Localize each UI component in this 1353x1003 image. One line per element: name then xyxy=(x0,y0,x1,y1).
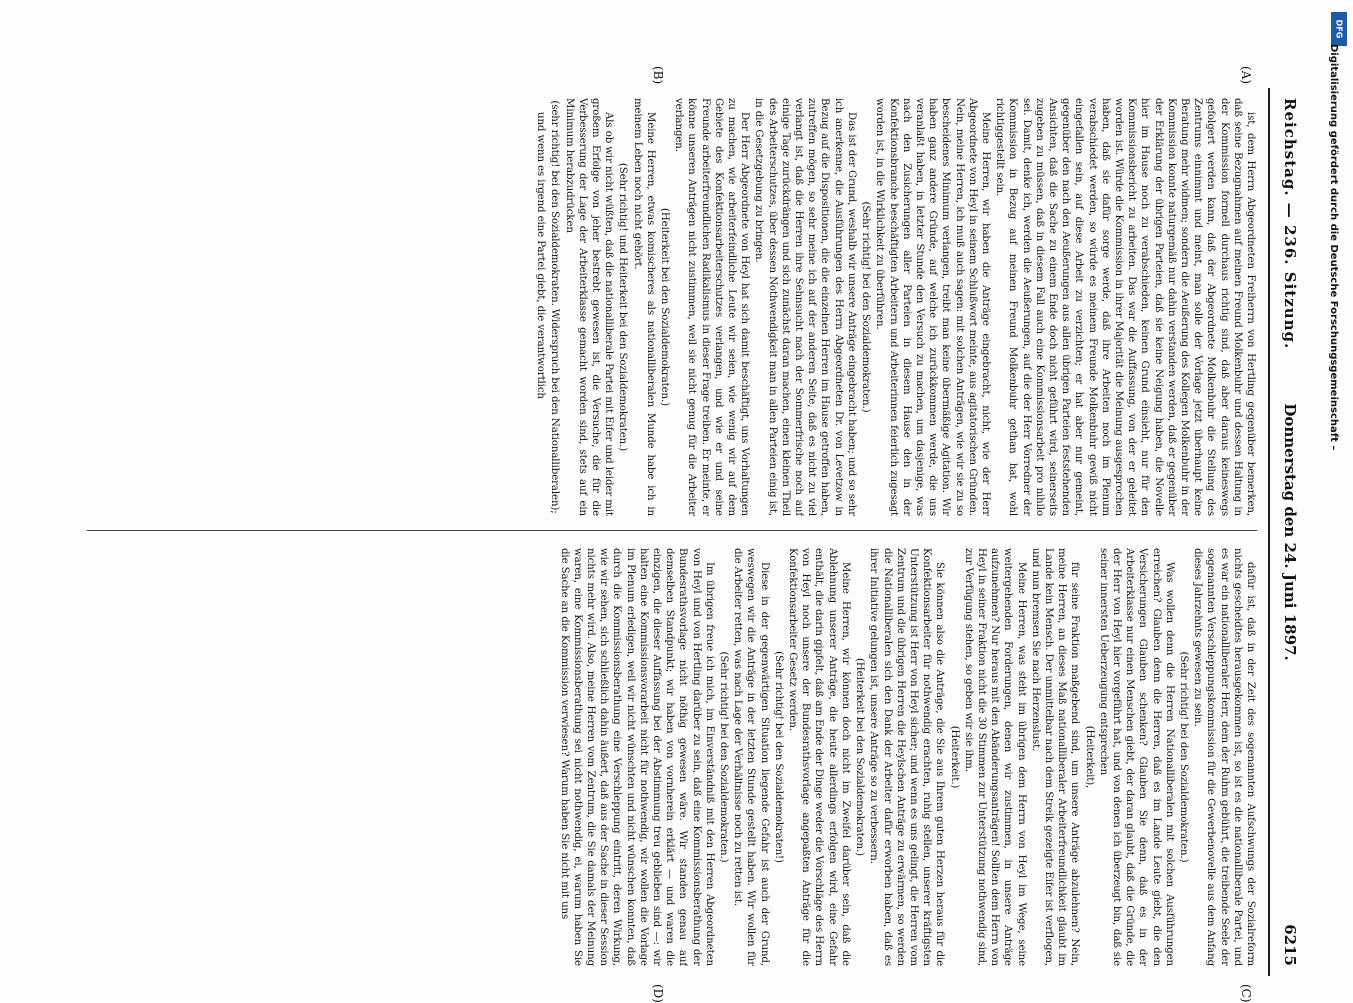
text-column-left xyxy=(87,98,1257,516)
header-date: Donnerstag den 24. Juni 1897. xyxy=(1281,403,1299,661)
interjection: (Heiterkeit bei den Sozialdemokraten.) xyxy=(854,658,866,856)
margin-letter-b: (B) xyxy=(651,66,665,85)
paragraph: Der Herr Abgeordnete von Heyl hat sich damit beschäftigt, uns Vorhaltungen zu machen, wie arbeiterfeindliche Leute wir seien, wie wenig wir auf dem Gebiete des Konfektionsarbeiterschutzes verlangen, und wie er und seine Freunde arbeiterfreundlichen Radikalismus in dieser Frage treiben. Er meinte, er könne unseren Anträgen nicht zustimmen, weil sie nicht genug für die Arbeiter verlangen. xyxy=(673,98,751,516)
header-session: Reichstag. — 236. Sitzung. xyxy=(1281,98,1299,350)
margin-letter-d: (D) xyxy=(651,984,665,1003)
paragraph: für seine Fraktion maßgebend sind, um unsere Anträge abzulehnen? Nein, meine Herren, an dieses Maß nationalliberaler Arbeiterfreundlichkeit glaubt im Lande kein Mensch. Der unmittelbar nach dem Streik gezeigte Eifer ist verflogen, und nun bremsen Sie nach Herzenslust. xyxy=(1029,548,1081,966)
paragraph: Im übrigen freue ich mich, im Einverständniß mit den Herren Abgeordneten von Heyl und von Hertling darüber zu sein, daß eine Kommissionsberathung der Bundesrathsvorlage nicht nöthig gewesen wäre. Wir standen genau auf demselben Standpunkt; wir haben von vornherein erklärt — und waren die einzigen, die dieser Auffassung bei der Abstimmung treu geblieben sind —: wir halten eine Kommissionsvorarbeit nicht für nothwendig, wir wollen die Vorlage im Plenum erledigen, weil wir nicht wünschten und nicht wünschen konnten, daß durch die Kommissionsberathung eine Verschleppung eintritt, deren Wirkung, wie wir sehen, sich schließlich dahin äußert, daß aus der Sache in dieser Session nichts mehr wird. Also, meine Herren vom Zentrum, die Sie damals der Meinung waren, eine Kommissionsberathung sei nicht nothwendig, ei, warum haben Sie die Sache an die Kommission verwiesen? Warum haben Sie nicht mit uns xyxy=(558,548,715,966)
interjection: (Heiterkeit.) xyxy=(948,725,960,789)
paragraph: Was wollen denn die Herren Nationalliberalen mit solchen Ausführungen erreichen? Glauben denn die Herren, daß es im Lande Leute giebt, die den Versicherungen Glauben schenken? Glauben Sie denn, daß es in der Arbeiterklasse nur einen Menschen giebt, der daran glaubt, daß die Gründe, die der Herr von Heyl hier vorgeführt hat, und von denen ich überzeugt bin, daß sie seiner innersten Ueberzeugung entsprechen xyxy=(1097,548,1175,966)
paragraph: dafür ist, daß in der Zeit des sogenannten Aufschwungs der Sozialreform nichts gescheidtes herausgekommen ist, so ist es die nationalliberale Partei, und es war ein nationalliberaler Herr, dem der Ruhm gebührt, die treibende Seele der sogenannten Verschleppungskommission für die Gewerbenovelle aus dem Anfang dieses Jahrzehnts gewesen zu sein. xyxy=(1192,548,1256,966)
margin-letter-c: (C) xyxy=(1239,984,1253,1003)
interjection: (Sehr richtig! und Heiterkeit bei den Sozialdemokraten.) xyxy=(617,162,629,452)
interjection: (Sehr richtig! bei den Sozialdemokraten.) xyxy=(860,201,872,413)
paragraph: Meine Herren, wir können doch nicht im Zweifel darüber sein, daß die Ablehnung unserer Anträge, die heute allerdings erfolgen wird, eine Gefahr enthält, die darin gipfelt, daß am Ende der Dinge weder die Vorschläge des Herrn von Heyl noch unsere der Bundesrathsvorlage angepaßten Anträge für die Konfektionsarbeiter Gesetz werden. xyxy=(787,548,851,966)
interjection: (Sehr richtig! bei den Sozialdemokraten.) xyxy=(718,651,730,863)
page-header xyxy=(1275,88,1305,976)
margin-letter-a: (A) xyxy=(1239,66,1253,85)
paragraph: Meine Herren, was steht im übrigen dem Herrn von Heyl im Wege, seine weitergehenden Forderungen, denen wir zustimmen, in unsere Anträge aufzunehmen? Nur heraus mit den Abänderungsanträgen! Sollten dem Herrn von Heyl in seiner Fraktion nicht die 30 Stimmen zur Unterstützung nothwendig sind, zur Verfügung stehen, so geben wir sie ihm. xyxy=(962,548,1027,966)
paragraph: Meine Herren, etwas komischeres als nationalliberalen Munde habe ich in meinem Leben noch nicht gehört. xyxy=(631,98,656,516)
paragraph: Diese in der gegenwärtigen Situation liegende Gefahr ist auch der Grund, weswegen wir die Anträge in der letzten Stunde gestellt haben. Wir wollen für die Arbeiter retten, was nach Lage der Verhältnisse noch zu retten ist. xyxy=(732,548,770,966)
interjection: (Heiterkeit), xyxy=(1083,725,1095,789)
rotated-page-content xyxy=(75,66,1305,1003)
header-rule xyxy=(1268,88,1270,976)
funding-sidebar xyxy=(1329,8,1349,1000)
paragraph: und wenn es irgend eine Partei giebt, die verantwortlich xyxy=(535,112,547,399)
dfg-logo-text: DFG xyxy=(1334,19,1344,39)
paragraph: Das ist der Grund, weshalb wir unsere Anträge eingebracht haben; und so sehr ich anerkenne, die Ausführungen des Herrn Abgeordneten Dr. von Levetzow in Bezug auf die Dispositionen, die die einzelnen Herren im Hause getroffen haben, zutreffen mögen, so sehr meine ich auf der anderen Seite, daß es nicht zu viel verlangt ist, daß die Herren ihre Sehnsucht nach der Sommerfrische noch auf einige Tage zurückdrängen und sich zunächst daran machen, einen kleinen Theil des Arbeiterschutzes, über dessen Nothwendigkeit man in allen Parteien einig ist, in die Gesetzgebung zu bringen. xyxy=(753,98,857,516)
interjection: (Sehr richtig! bei den Sozialdemokraten!) xyxy=(772,651,784,863)
interjection: (sehr richtig! bei den Sozialdemokraten. Widerspruch bei den Nationalliberalen); xyxy=(549,100,561,514)
interjection: (Heiterkeit bei den Sozialdemokraten.) xyxy=(659,208,671,406)
interjection: (Sehr richtig! bei den Sozialdemokraten.) xyxy=(1177,651,1189,863)
funding-credit-text: Digitalisierung gefördert durch die Deutsche Forschungsgemeinschaft – xyxy=(1328,44,1339,451)
column-divider xyxy=(87,530,1257,531)
dfg-logo xyxy=(1331,12,1347,46)
page-number: 6215 xyxy=(1281,924,1299,966)
paragraph: ist, dem Herrn Abgeordneten Freiherrn von Hertling gegenüber bemerken, daß seine Bezugnahmen auf meinen Freund Molkenbuhr und dessen Haltung in der Kommission formell durchaus richtig sind, daß aber daraus keineswegs gefolgert werden kann, daß der Abgeordnete Molkenbuhr die Stellung des Zentrums einnimmt und meint, man solle der Vorlage jetzt überhaupt keine Beratung mehr widmen; sondern die Aeußerung des Kollegen Molkenbuhr in der Kommission konnte naturgemäß nur dahin verstanden werden, daß er gegenüber der Erklärung der übrigen Parteien, daß sie keine Neigung haben, die Novelle hier im Hause noch zu verabschieden, keinen Grund einsieht, nur für den Kommissionsbericht zu arbeiten. Das war die Auffassung, von der er geleitet worden ist. Würde die Kommission in ihrer Majorität die Meinung ausgesprochen haben, daß sie dafür sorge werde, daß ihre Arbeiten noch im Plenum verabschiedet werden, so würde es meinem Freunde Molkenbuhr gewiß nicht eingefallen sein, auf diese Arbeit zu verzichten; er hat aber nur gemeint, gegenüber den nach den Aeußerungen aus allen übrigen Parteien feststehenden Ansichten, daß die Sache zu einem Ende doch nicht geführt wird, seinerseits zugeben zu müssen, daß in diesem Fall auch eine Kommissionsarbeit pro nihilo sei. Damit, denke ich, werden die Aeußerungen, auf die der Herr Vorredner der Kommission in Bezug auf meinen Freund Molkenbuhr gethan hat, wohl richtiggestellt sein. xyxy=(994,98,1256,516)
paragraph: Als ob wir nicht wüßten, daß die nationalliberale Partei mit Eifer und leider mit großem Erfolge von jeher bestrebt gewesen ist, die Versuche, die für die Verbesserung der Lage der Arbeiterklasse gemacht worden sind, stets auf ein Minimum herabzudrücken xyxy=(563,98,615,516)
paragraph: Sie können also die Anträge, die Sie aus Ihrem guten Herzen heraus für die Konfektionsarbeiter für nothwendig erachten, ruhig stellen, unserer kräftigsten Unterstützung ist Herr von Heyl sicher; und wenn es uns gelingt, die Herren vom Zentrum und die übrigen Herren die Heylschen Anträge zu erwärmen, so werden die Nationalliberalen sich den Dank der Arbeiter dafür erworben haben, daß es ihrer Initiative gelungen ist, unsere Anträge so zu verbessern. xyxy=(868,548,946,966)
paragraph: Meine Herren, wir haben die Anträge eingebracht, nicht, wie der Herr Abgeordnete von Heyl in seinem Schlußwort meinte, aus agitatorischen Gründen. Nein, meine Herren, ich muß auch sagen: mit solchen Anträgen, wie wir sie zu so bescheidenes Minimum verlangen, treibt man keine übermäßige Agitation. Wir haben ganz andere Gründe, auf welche ich zurückkommen werde, die uns veranlaßt haben, in letzter Stunde den Versuch zu machen, um dasjenige, was nach den Zusicherungen aller Parteien in diesem Hause den in der Konfektionsbranche beschäftigten Arbeitern und Arbeiterinnen feierlich zugesagt worden ist, in die Wirklichkeit zu überführen. xyxy=(874,98,991,516)
text-column-right xyxy=(87,548,1257,966)
